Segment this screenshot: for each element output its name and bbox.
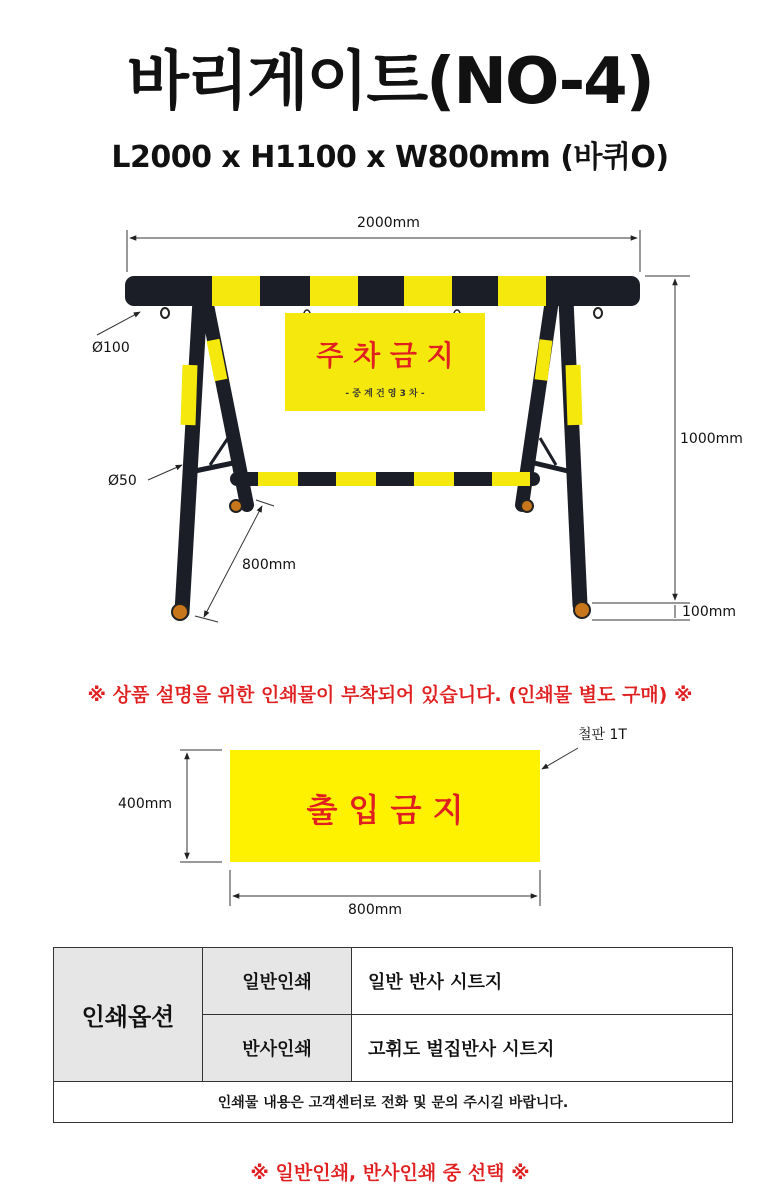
wheels: [172, 500, 590, 620]
option-type-general: 일반인쇄: [203, 948, 352, 1015]
wheel-height-label: 100mm: [682, 604, 736, 620]
option-desc-reflective: 고휘도 벌집반사 시트지: [352, 1015, 733, 1082]
panel-material-label: 철판 1T: [578, 727, 627, 743]
print-options-header: 인쇄옵션: [54, 948, 203, 1082]
height-label: 1000mm: [680, 431, 743, 447]
bottom-bar: [230, 472, 540, 486]
print-options-footer: 인쇄물 내용은 고객센터로 전화 및 문의 주시길 바랍니다.: [54, 1082, 733, 1123]
bar-diameter-label: Ø100: [92, 340, 130, 356]
option-type-reflective: 반사인쇄: [203, 1015, 352, 1082]
entry-sign-text: 출 입 금 지: [306, 791, 464, 829]
panel-width-label: 800mm: [348, 902, 402, 918]
panel-height-label: 400mm: [118, 796, 172, 812]
leg-diameter-label: Ø50: [108, 473, 137, 489]
option-desc-general: 일반 반사 시트지: [352, 948, 733, 1015]
print-notice: ※ 상품 설명을 위한 인쇄물이 부착되어 있습니다. (인쇄물 별도 구매) ※: [87, 684, 693, 706]
barricade-diagram: [0, 200, 780, 650]
top-width-label: 2000mm: [357, 215, 420, 231]
print-options-table: [53, 947, 733, 1123]
select-notice: ※ 일반인쇄, 반사인쇄 중 선택 ※: [250, 1162, 530, 1184]
page-title: 바리게이트(NO-4): [127, 45, 653, 119]
parking-sign-sub-text: - 중 계 건 영 3 차 -: [345, 389, 425, 399]
page-subtitle: L2000 x H1100 x W800mm (바퀴O): [111, 140, 669, 175]
parking-sign-main-text: 주 차 금 지: [316, 339, 454, 372]
depth-label: 800mm: [242, 557, 296, 573]
